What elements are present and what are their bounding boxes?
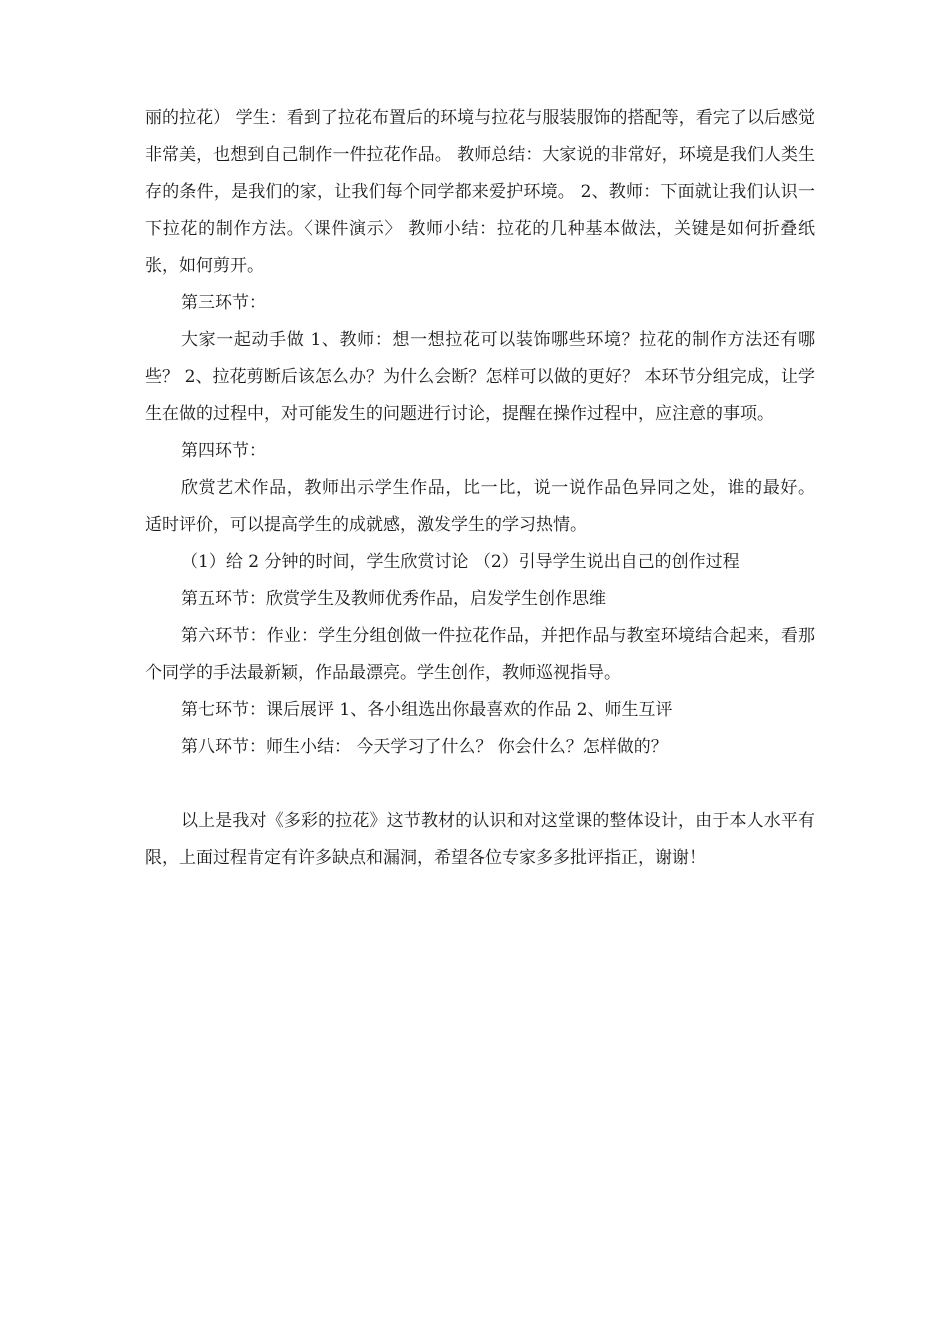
heading-section-four: 第四环节： (181, 441, 266, 461)
heading-section-three: 第三环节： (181, 293, 266, 313)
paragraph-section-five: 第五环节：欣赏学生及教师优秀作品，启发学生创作思维 (181, 589, 606, 609)
paragraph-section-seven: 第七环节：课后展评 1、各小组选出你最喜欢的作品 2、师生互评 (181, 700, 673, 720)
document-body (145, 100, 815, 877)
paragraph-spacer (145, 766, 815, 803)
paragraph-section-four: 欣赏艺术作品，教师出示学生作品，比一比，说一说作品色异同之处，谁的最好。 适时评价，可以提高学生的成就感，激发学生的学习热情。 (145, 478, 815, 535)
paragraph-section-four-steps: （1）给 2 分钟的时间，学生欣赏讨论 （2）引导学生说出自己的创作过程 (181, 552, 740, 572)
paragraph-teaching-intro: 丽的拉花） 学生：看到了拉花布置后的环境与拉花与服装服饰的搭配等，看完了以后感觉非常美，也想到自己制作一件拉花作品。 教师总结：大家说的非常好，环境是我们人类生存的条件，是我们的家，让我们每个同学都来爱护环境。 2、教师：下面就让我们认识一下拉花的制作方法。〈课件演示〉 教师小结：拉花的几种基本做法，关键是如何折叠纸张，如何剪开。 (145, 108, 815, 276)
paragraph-section-six: 第六环节：作业：学生分组创做一件拉花作品，并把作品与教室环境结合起来，看那个同学的手法最新颖，作品最漂亮。学生创作，教师巡视指导。 (145, 626, 815, 683)
paragraph-section-three: 大家一起动手做 1、教师：想一想拉花可以装饰哪些环境？拉花的制作方法还有哪些？ 2、拉花剪断后该怎么办？为什么会断？怎样可以做的更好？ 本环节分组完成，让学生在做的过程中，对可能发生的问题进行讨论，提醒在操作过程中，应注意的事项。 (145, 330, 815, 424)
paragraph-section-eight: 第八环节：师生小结： 今天学习了什么？ 你会什么？怎样做的？ (181, 737, 668, 757)
paragraph-conclusion: 以上是我对《多彩的拉花》这节教材的认识和对这堂课的整体设计，由于本人水平有限，上面过程肯定有许多缺点和漏洞，希望各位专家多多批评指正，谢谢！ (145, 811, 815, 868)
